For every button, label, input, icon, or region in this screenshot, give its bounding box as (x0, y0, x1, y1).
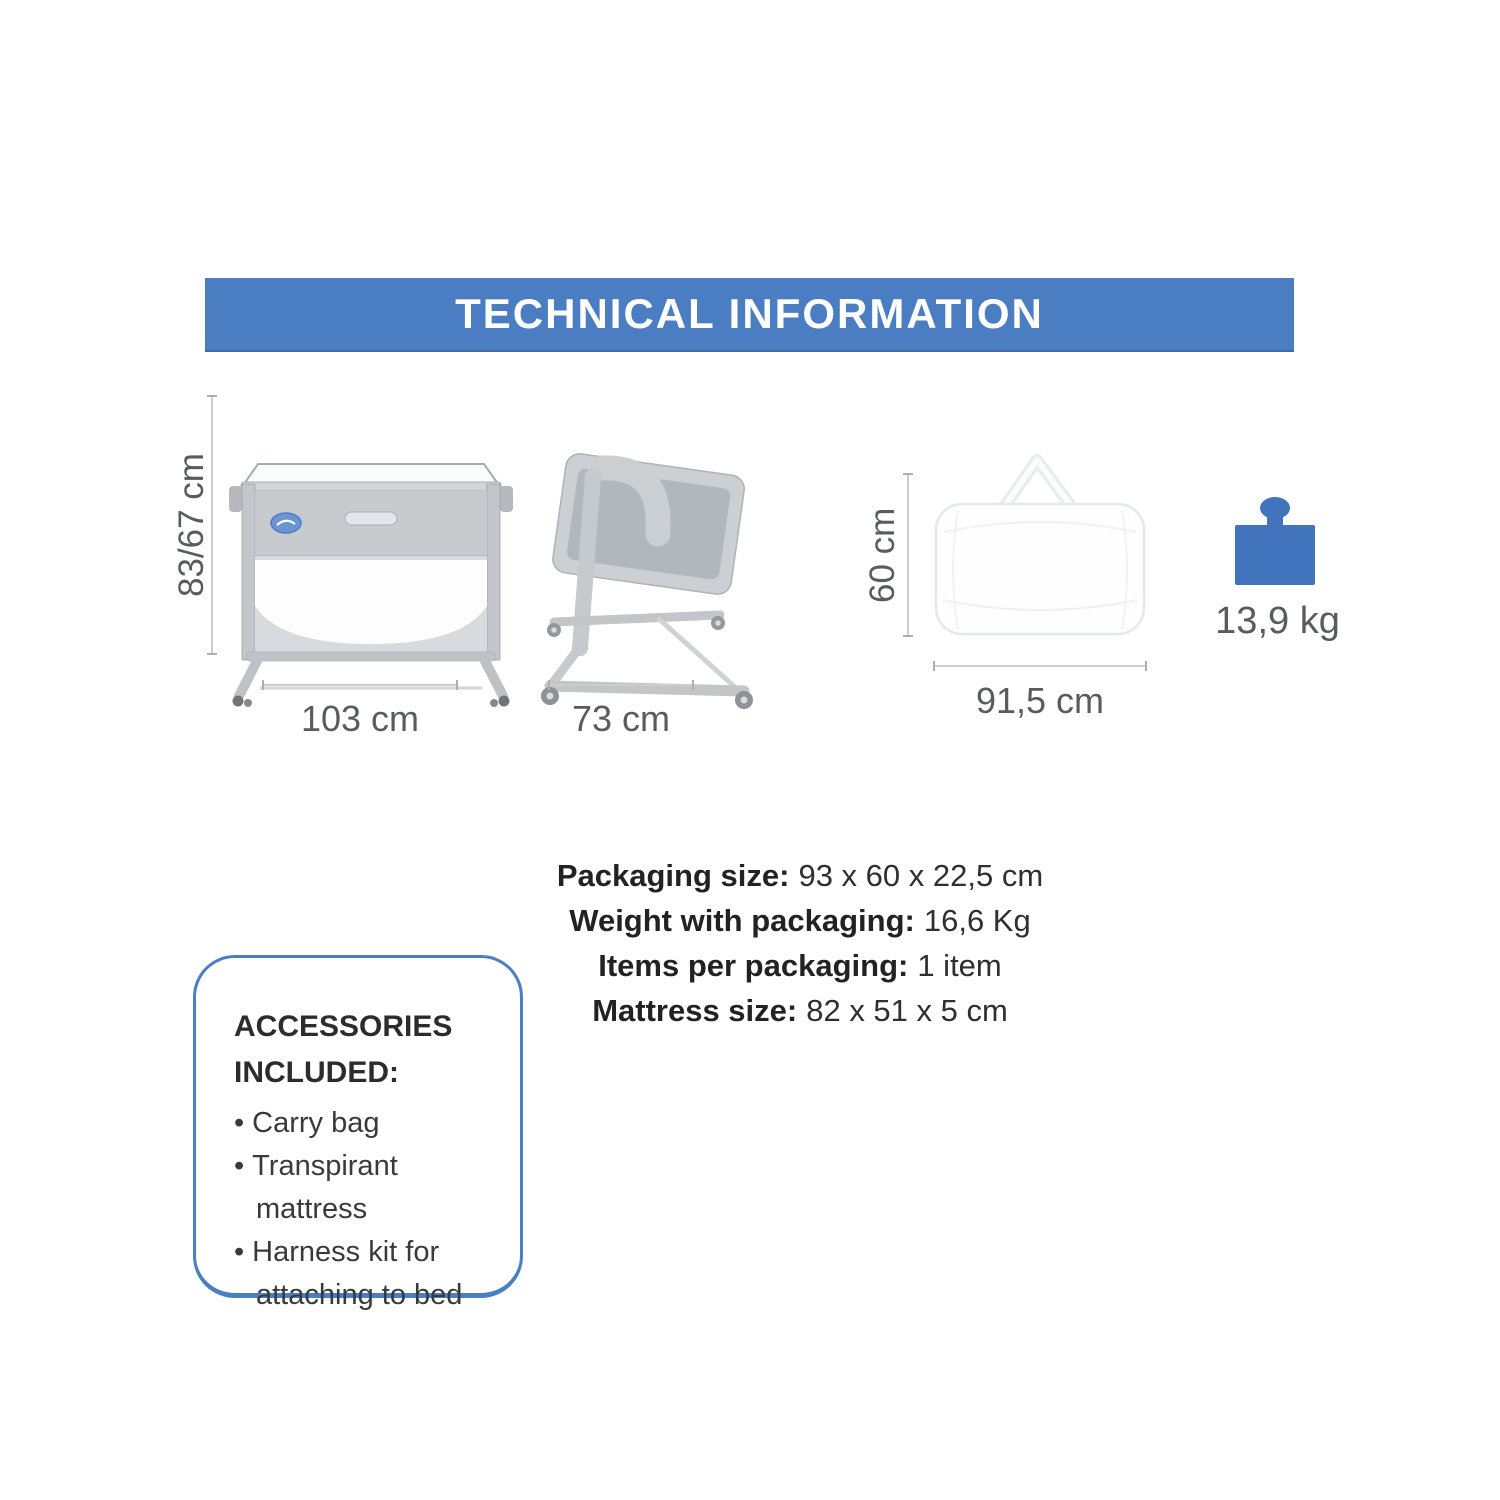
header-bar (205, 278, 1294, 352)
dimension-tick (548, 680, 550, 690)
bullet-icon: • (234, 1236, 245, 1268)
accessory-item-transpirant-mattress (234, 1145, 502, 1231)
accessory-item-harness-kit (234, 1231, 502, 1317)
crib-side-view-figure (538, 448, 756, 715)
chicco-logo-badge (271, 513, 301, 533)
spec-value: 1 item (917, 948, 1002, 983)
accessory-item-carry-bag (234, 1102, 502, 1145)
accessory-item-label: Harness kit for attaching to bed (252, 1236, 463, 1311)
carry-bag-drawing (928, 448, 1152, 644)
spec-value: 93 x 60 x 22,5 cm (798, 858, 1044, 893)
bag-width-label: 91,5 cm (975, 680, 1105, 721)
spec-label: Weight with packaging: (569, 903, 915, 938)
weight-figure (1232, 492, 1318, 593)
weight-icon (1232, 492, 1318, 588)
weight-label: 13,9 kg (1215, 600, 1340, 642)
crib-depth-dimension-line (548, 684, 694, 686)
spec-value: 82 x 51 x 5 cm (806, 993, 1008, 1028)
accessory-item-label: Carry bag (252, 1107, 380, 1139)
accessory-item-label: Transpirant mattress (252, 1150, 398, 1225)
dimension-tick (456, 680, 458, 690)
carry-bag-figure (928, 448, 1152, 649)
spec-row-weight-with-packaging (300, 898, 1300, 943)
crib-front-view-drawing (226, 448, 516, 710)
bag-height-label: 60 cm (863, 507, 902, 603)
crib-width-label: 103 cm (300, 698, 420, 739)
dimension-tick (262, 680, 264, 690)
accessories-title-line2: INCLUDED: (234, 1056, 399, 1089)
spec-value: 16,6 Kg (923, 903, 1031, 938)
crib-depth-label: 73 cm (571, 698, 671, 739)
spec-label: Packaging size: (556, 858, 790, 893)
dimension-tick (692, 680, 694, 690)
dimension-tick (933, 661, 935, 671)
page-title: TECHNICAL INFORMATION (455, 290, 1044, 337)
accessories-included-box (193, 955, 523, 1311)
crib-width-dimension-line (262, 684, 458, 686)
accessories-list (234, 1102, 502, 1317)
bag-width-dimension-line (933, 665, 1147, 667)
crib-front-view-figure (226, 448, 516, 715)
dimension-tick (1145, 661, 1147, 671)
crib-height-label: 83/67 cm (172, 453, 211, 597)
spec-label: Items per packaging: (598, 948, 909, 983)
crib-side-view-drawing (538, 448, 756, 710)
bullet-icon: • (234, 1150, 245, 1182)
spec-label: Mattress size: (592, 993, 798, 1028)
accessories-title-line1: ACCESSORIES (234, 1010, 453, 1043)
spec-row-packaging-size (300, 853, 1300, 898)
bullet-icon: • (234, 1107, 245, 1139)
